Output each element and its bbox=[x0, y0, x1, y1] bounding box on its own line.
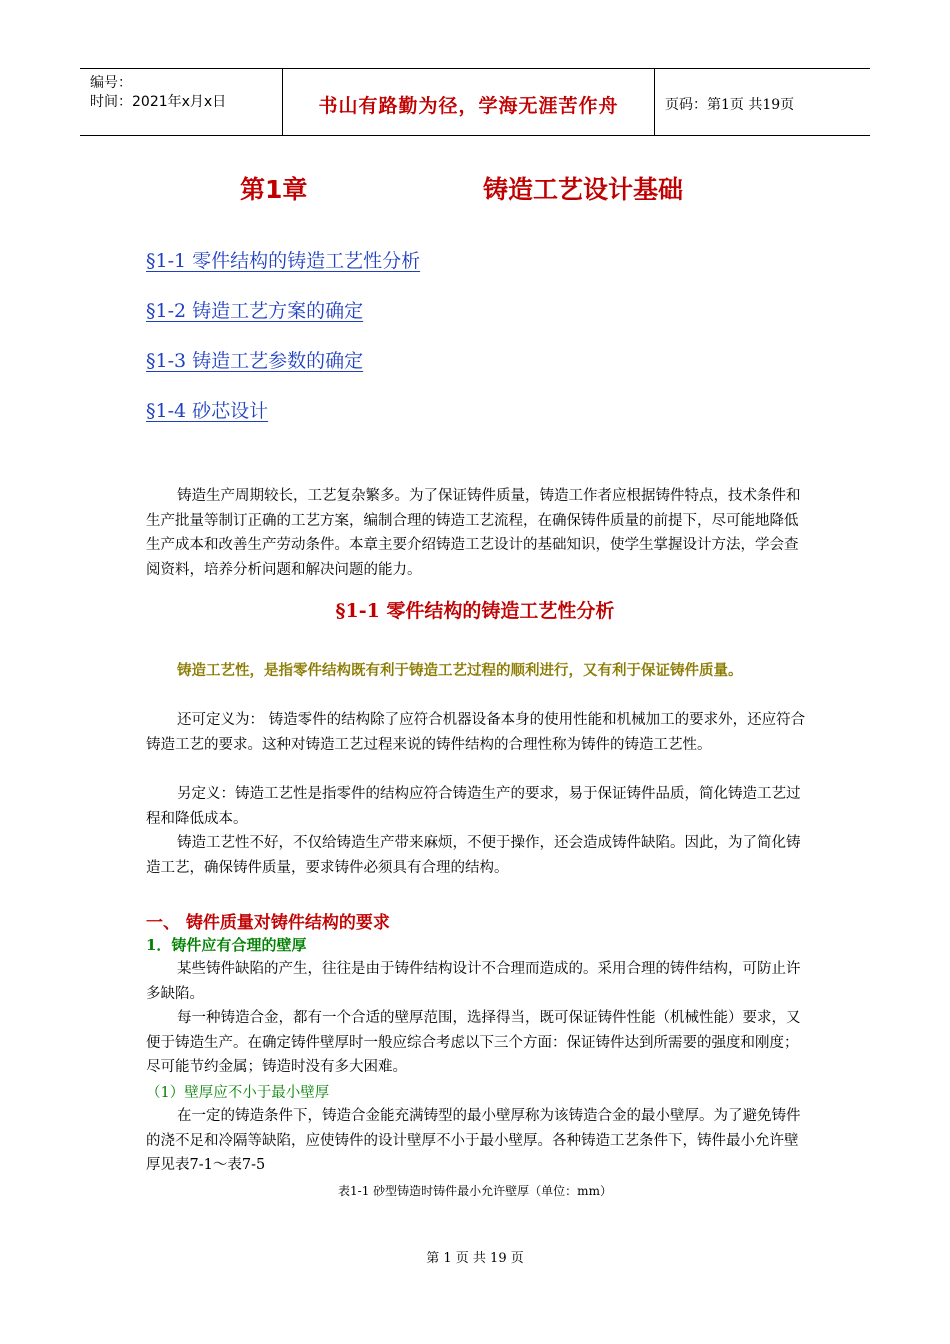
section-title: §1-1 零件结构的铸造工艺性分析 bbox=[335, 600, 615, 622]
min-thickness-paragraph: 在一定的铸造条件下，铸造合金能充满铸型的最小壁厚称为该铸造合金的最小壁厚。为了避免铸件的浇不足和冷隔等缺陷，应使铸件的设计壁厚不小于最小壁厚。各种铸造工艺条件下，铸件最小允许壁厚见表7-1～表7-5 bbox=[146, 1108, 801, 1173]
page-footer: 第 1 页 共 19 页 bbox=[426, 1251, 524, 1266]
toc-link-1-3[interactable]: §1-3 铸造工艺参数的确定 bbox=[146, 350, 364, 372]
chapter-title: 铸造工艺设计基础 bbox=[483, 175, 684, 204]
header-cell-motto bbox=[282, 69, 655, 135]
toc-link-1-4[interactable]: §1-4 砂芯设计 bbox=[146, 400, 269, 422]
date-line: 时间：2021年x月x日 bbox=[90, 94, 227, 110]
subheading-wall-thickness: 1．铸件应有合理的壁厚 bbox=[146, 936, 307, 954]
section-heading-1: 一、 铸件质量对铸件结构的要求 bbox=[146, 913, 390, 933]
header-table bbox=[80, 68, 870, 136]
header-cell-meta bbox=[80, 69, 282, 135]
motto: 书山有路勤为径，学海无涯苦作舟 bbox=[318, 95, 619, 117]
page-info: 页码：第1页 共19页 bbox=[665, 97, 795, 113]
poor-castability-paragraph: 铸造工艺性不好，不仅给铸造生产带来麻烦，不便于操作，还会造成铸件缺陷。因此，为了简化铸造工艺，确保铸件质量，要求铸件必须具有合理的结构。 bbox=[146, 835, 801, 876]
defect-paragraph: 某些铸件缺陷的产生，往往是由于铸件结构设计不合理而造成的。采用合理的铸件结构，可防止许多缺陷。 bbox=[146, 961, 801, 1002]
toc-link-1-2[interactable]: §1-2 铸造工艺方案的确定 bbox=[146, 300, 364, 322]
intro-paragraph: 铸造生产周期较长，工艺复杂繁多。为了保证铸件质量，铸造工作者应根据铸件特点，技术条件和生产批量等制订正确的工艺方案，编制合理的铸造工艺流程，在确保铸件质量的前提下，尽可能地降低生产成本和改善生产劳动条件。本章主要介绍铸造工艺设计的基础知识，使学生掌握设计方法，学会查阅资料，培养分析问题和解决问题的能力。 bbox=[146, 488, 801, 578]
alt-definition-paragraph: 还可定义为： 铸造零件的结构除了应符合机器设备本身的使用性能和机械加工的要求外，还应符合铸造工艺的要求。这种对铸造工艺过程来说的铸件结构的合理性称为铸件的铸造工艺性。 bbox=[146, 712, 806, 753]
subheading-min-thickness: （1）壁厚应不小于最小壁厚 bbox=[146, 1085, 330, 1101]
chapter-number: 第1章 bbox=[240, 175, 308, 204]
table-caption: 表1-1 砂型铸造时铸件最小允许壁厚（单位：mm） bbox=[338, 1184, 612, 1198]
alloy-paragraph: 每一种铸造合金，都有一个合适的壁厚范围，选择得当，既可保证铸件性能（机械性能）要求，又便于铸造生产。在确定铸件壁厚时一般应综合考虑以下三个方面：保证铸件达到所需要的强度和刚度；尽可能节约金属；铸造时没有多大困难。 bbox=[146, 1010, 801, 1075]
definition-paragraph: 铸造工艺性，是指零件结构既有利于铸造工艺过程的顺利进行，又有利于保证铸件质量。 bbox=[177, 662, 743, 679]
number-label: 编号： bbox=[90, 75, 132, 91]
second-definition-paragraph: 另定义：铸造工艺性是指零件的结构应符合铸造生产的要求，易于保证铸件品质，简化铸造工艺过程和降低成本。 bbox=[146, 786, 801, 827]
header-cell-page bbox=[655, 69, 870, 135]
toc-link-1-1[interactable]: §1-1 零件结构的铸造工艺性分析 bbox=[146, 250, 421, 272]
